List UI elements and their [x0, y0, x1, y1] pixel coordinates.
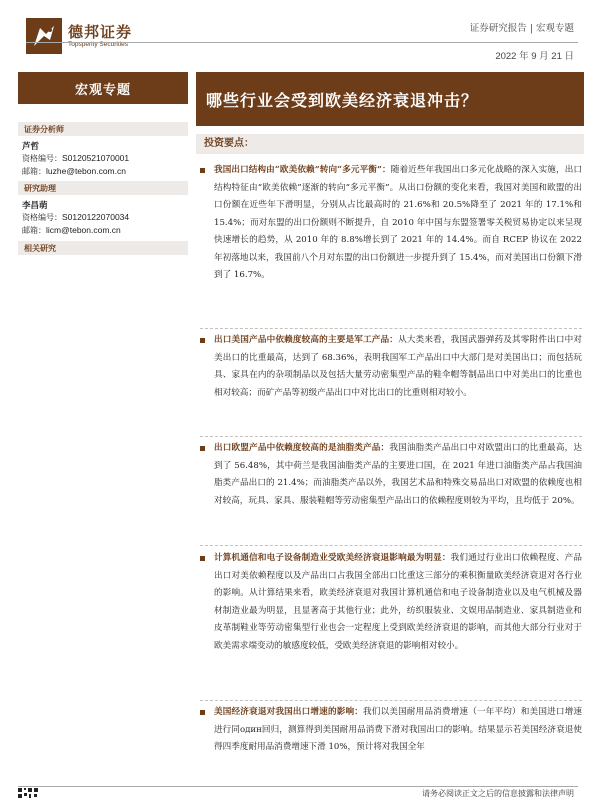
bullet-body: 我们通过行业出口依赖程度、产品出口对美依赖程度以及产品出口占我国全部出口比重这三部分的乘积衡量欧美经济衰退对各行业的影响。从计算结果来看，欧美经济衰退对我国计算机通信和电子设备制造业以及电气机械及器材制造业最为明显，且显著高于其他行业；此外，纺织服装业、文娱用品制造业、家具制造业和皮革制鞋业等劳动密集型行业也会一定程度上受到欧美经济衰退的影响，而其他大部分行业对于欧美需求端变动的敏感度较低，受欧美经济衰退的影响相对较小。: [214, 553, 582, 651]
analyst-name: 芦哲: [22, 142, 40, 152]
bullet-marker: [200, 556, 205, 561]
bullet-body: 从大类来看，我国武器弹药及其零附件出口中对美出口的比重最高，达到了 68.36%，表明我国军工产品出口中大部门是对美国出口；而包括玩具、家具在内的杂项制品以及包括大量劳动密集型产品的鞋伞帽等制品出口中对美出口的比重也相对较高；而矿产品等初级产品出口中对比出口的比重则相对较小。: [214, 335, 582, 398]
bullet-item: [200, 332, 582, 402]
bullet-lead: 美国经济衰退对我国出口增速的影响：: [214, 707, 364, 717]
assistant-email-value[interactable]: licm@tebon.com.cn: [46, 225, 121, 235]
report-type: 证券研究报告 | 宏观专题: [469, 23, 574, 34]
bullet-marker: [200, 446, 205, 451]
assistant-name: 李昌萌: [22, 201, 48, 211]
analyst-cert-label: 资格编号：: [22, 154, 62, 163]
analyst-email-value[interactable]: luzhe@tebon.com.cn: [46, 166, 126, 176]
bullet-item: [200, 162, 582, 285]
footer-divider: [18, 786, 578, 787]
report-title: 哪些行业会受到欧美经济衰退冲击？: [196, 72, 584, 126]
bullet-item: [200, 704, 582, 776]
header-divider: [26, 42, 578, 43]
analyst-heading: 证券分析师: [18, 122, 188, 136]
assistant-email-label: 邮箱：: [22, 226, 46, 235]
assistant-cert: [22, 212, 129, 223]
bullet-item: [200, 440, 582, 510]
bullet-body: 我国油脂类产品出口中对欧盟出口的比重最高，达到了 56.48%，其中荷兰是我国油脂类产品的主要进口国，在 2021 年进口油脂类产品占我国油脂类产品出口的 21.4%；而油脂类产品以外，我国艺术品和特殊交易品出口对欧盟的依赖度也相对较高，玩具、家具、服装鞋帽等劳动密集型产品出口的依赖程度则较为平均，且均低于 20%。: [214, 443, 582, 506]
bullet-item: [200, 550, 582, 655]
bullet-marker: [200, 168, 205, 173]
bullet-body: 随着近些年我国出口多元化战略的深入实施，出口结构特征由“欧美依赖”逐渐的转向“多元平衡”。从出口份额的变化来看，我国对美国和欧盟的出口份额在近些年下滑明显，分别从占比最高时的 21.6%和 20.5%降至了 2021 年的 17.1%和 15.4%；而对东盟的出口份额则不断提升，自 2010 年中国与东盟签署零关税贸易协定以来呈现快速增长的趋势，从 2010 年的 8.8%增长到了 2021 年的 14.4%。而自 RCEP 协议在 2022 年初落地以来，我国前八个月对东盟的出口份额进一步提升到了 15.4%，而对美国出口份额下滑到了 16.7%。: [214, 165, 582, 280]
report-date: 2022 年 9 月 21 日: [495, 51, 574, 62]
assistant-email: [22, 225, 121, 236]
bullet-body: 我们以美国耐用品消费增速（一年平均）和美国进口增速进行同один回归，测算得到美国耐用品消费下滑对我国出口的影响。结果显示若美国经济衰退使得四季度耐用品消费增速下滑 10%，预计将对我国全年: [214, 707, 582, 752]
logo-name: 德邦证券: [68, 23, 133, 41]
analyst-email: [22, 166, 126, 177]
assistant-heading: 研究助理: [18, 181, 188, 195]
footer-disclaimer: 请务必阅读正文之后的信息披露和法律声明: [422, 789, 574, 798]
assistant-cert-value: S0120122070034: [62, 212, 130, 222]
tebon-logo-icon: [26, 18, 62, 54]
assistant-cert-label: 资格编号：: [22, 213, 62, 222]
analyst-cert: [22, 153, 129, 164]
analyst-cert-value: S0120521070001: [62, 153, 130, 163]
section-divider: [200, 436, 582, 437]
section-divider: [200, 328, 582, 329]
qr-code-icon: [18, 788, 42, 798]
bullet-marker: [200, 710, 205, 715]
section-divider: [200, 700, 582, 701]
analyst-email-label: 邮箱：: [22, 167, 46, 176]
bullet-lead: 我国出口结构由“欧美依赖”转向“多元平衡”：: [214, 165, 391, 175]
bullet-lead: 计算机通信和电子设备制造业受欧美经济衰退影响最为明显：: [214, 553, 451, 563]
invest-highlights-heading: 投资要点：: [196, 134, 584, 154]
logo-english: Topsperity Securities: [68, 41, 128, 48]
bullet-lead: 出口美国产品中依赖度较高的主要是军工产品：: [214, 335, 399, 345]
related-research-heading: 相关研究: [18, 241, 188, 255]
bullet-marker: [200, 338, 205, 343]
company-logo: [26, 18, 132, 54]
bullet-lead: 出口欧盟产品中依赖度较高的是油脂类产品：: [214, 443, 390, 453]
section-divider: [200, 545, 582, 546]
category-banner: 宏观专题: [18, 72, 188, 104]
